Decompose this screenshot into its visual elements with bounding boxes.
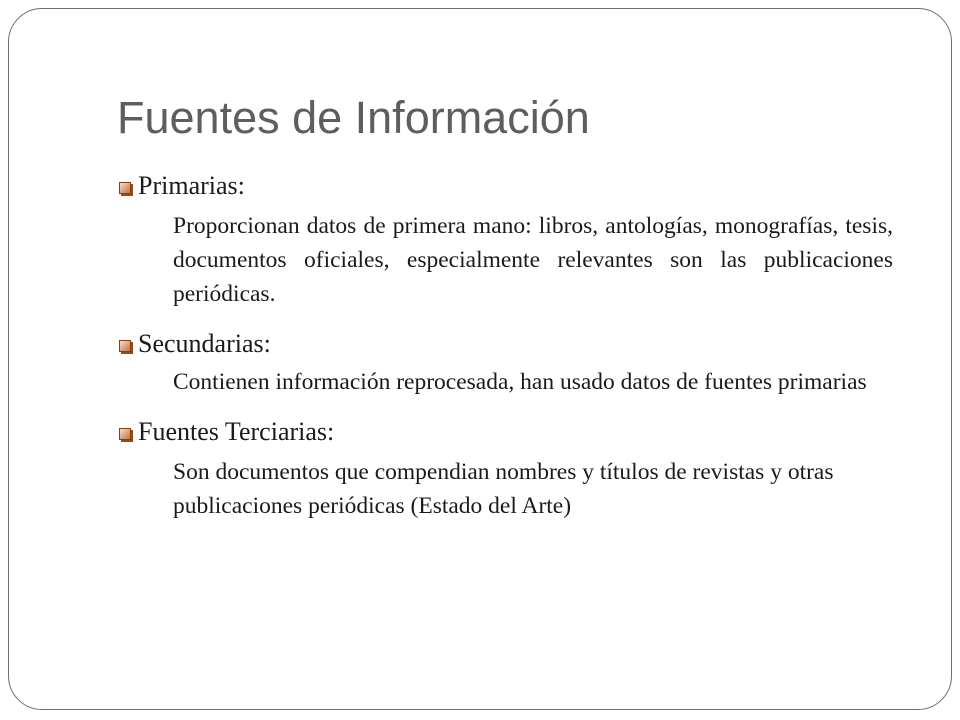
bullet-heading (117, 415, 897, 449)
list-item (117, 415, 897, 523)
item-description: Son documentos que compendian nombres y títulos de revistas y otras publicaciones periódicas (Estado del Arte) (173, 459, 834, 519)
slide-body (117, 169, 897, 523)
bullet-heading (117, 169, 897, 203)
bullet-heading (117, 327, 897, 361)
item-description: Contienen información reprocesada, han usado datos de fuentes primarias (173, 369, 867, 395)
item-heading: Primarias: (138, 171, 245, 200)
square-bullet-icon (119, 182, 131, 194)
list-item (117, 327, 897, 399)
item-heading: Fuentes Terciarias: (138, 417, 335, 446)
square-bullet-icon (119, 428, 131, 440)
item-heading: Secundarias: (138, 329, 271, 358)
list-item (117, 169, 897, 311)
square-bullet-icon (119, 340, 131, 352)
item-description: Proporcionan datos de primera mano: libros, antologías, monografías, tesis, documentos oficiales, especialmente relevantes son las publicaciones periódicas. (173, 213, 893, 307)
slide (8, 8, 952, 710)
slide-title: Fuentes de Información (117, 92, 590, 143)
